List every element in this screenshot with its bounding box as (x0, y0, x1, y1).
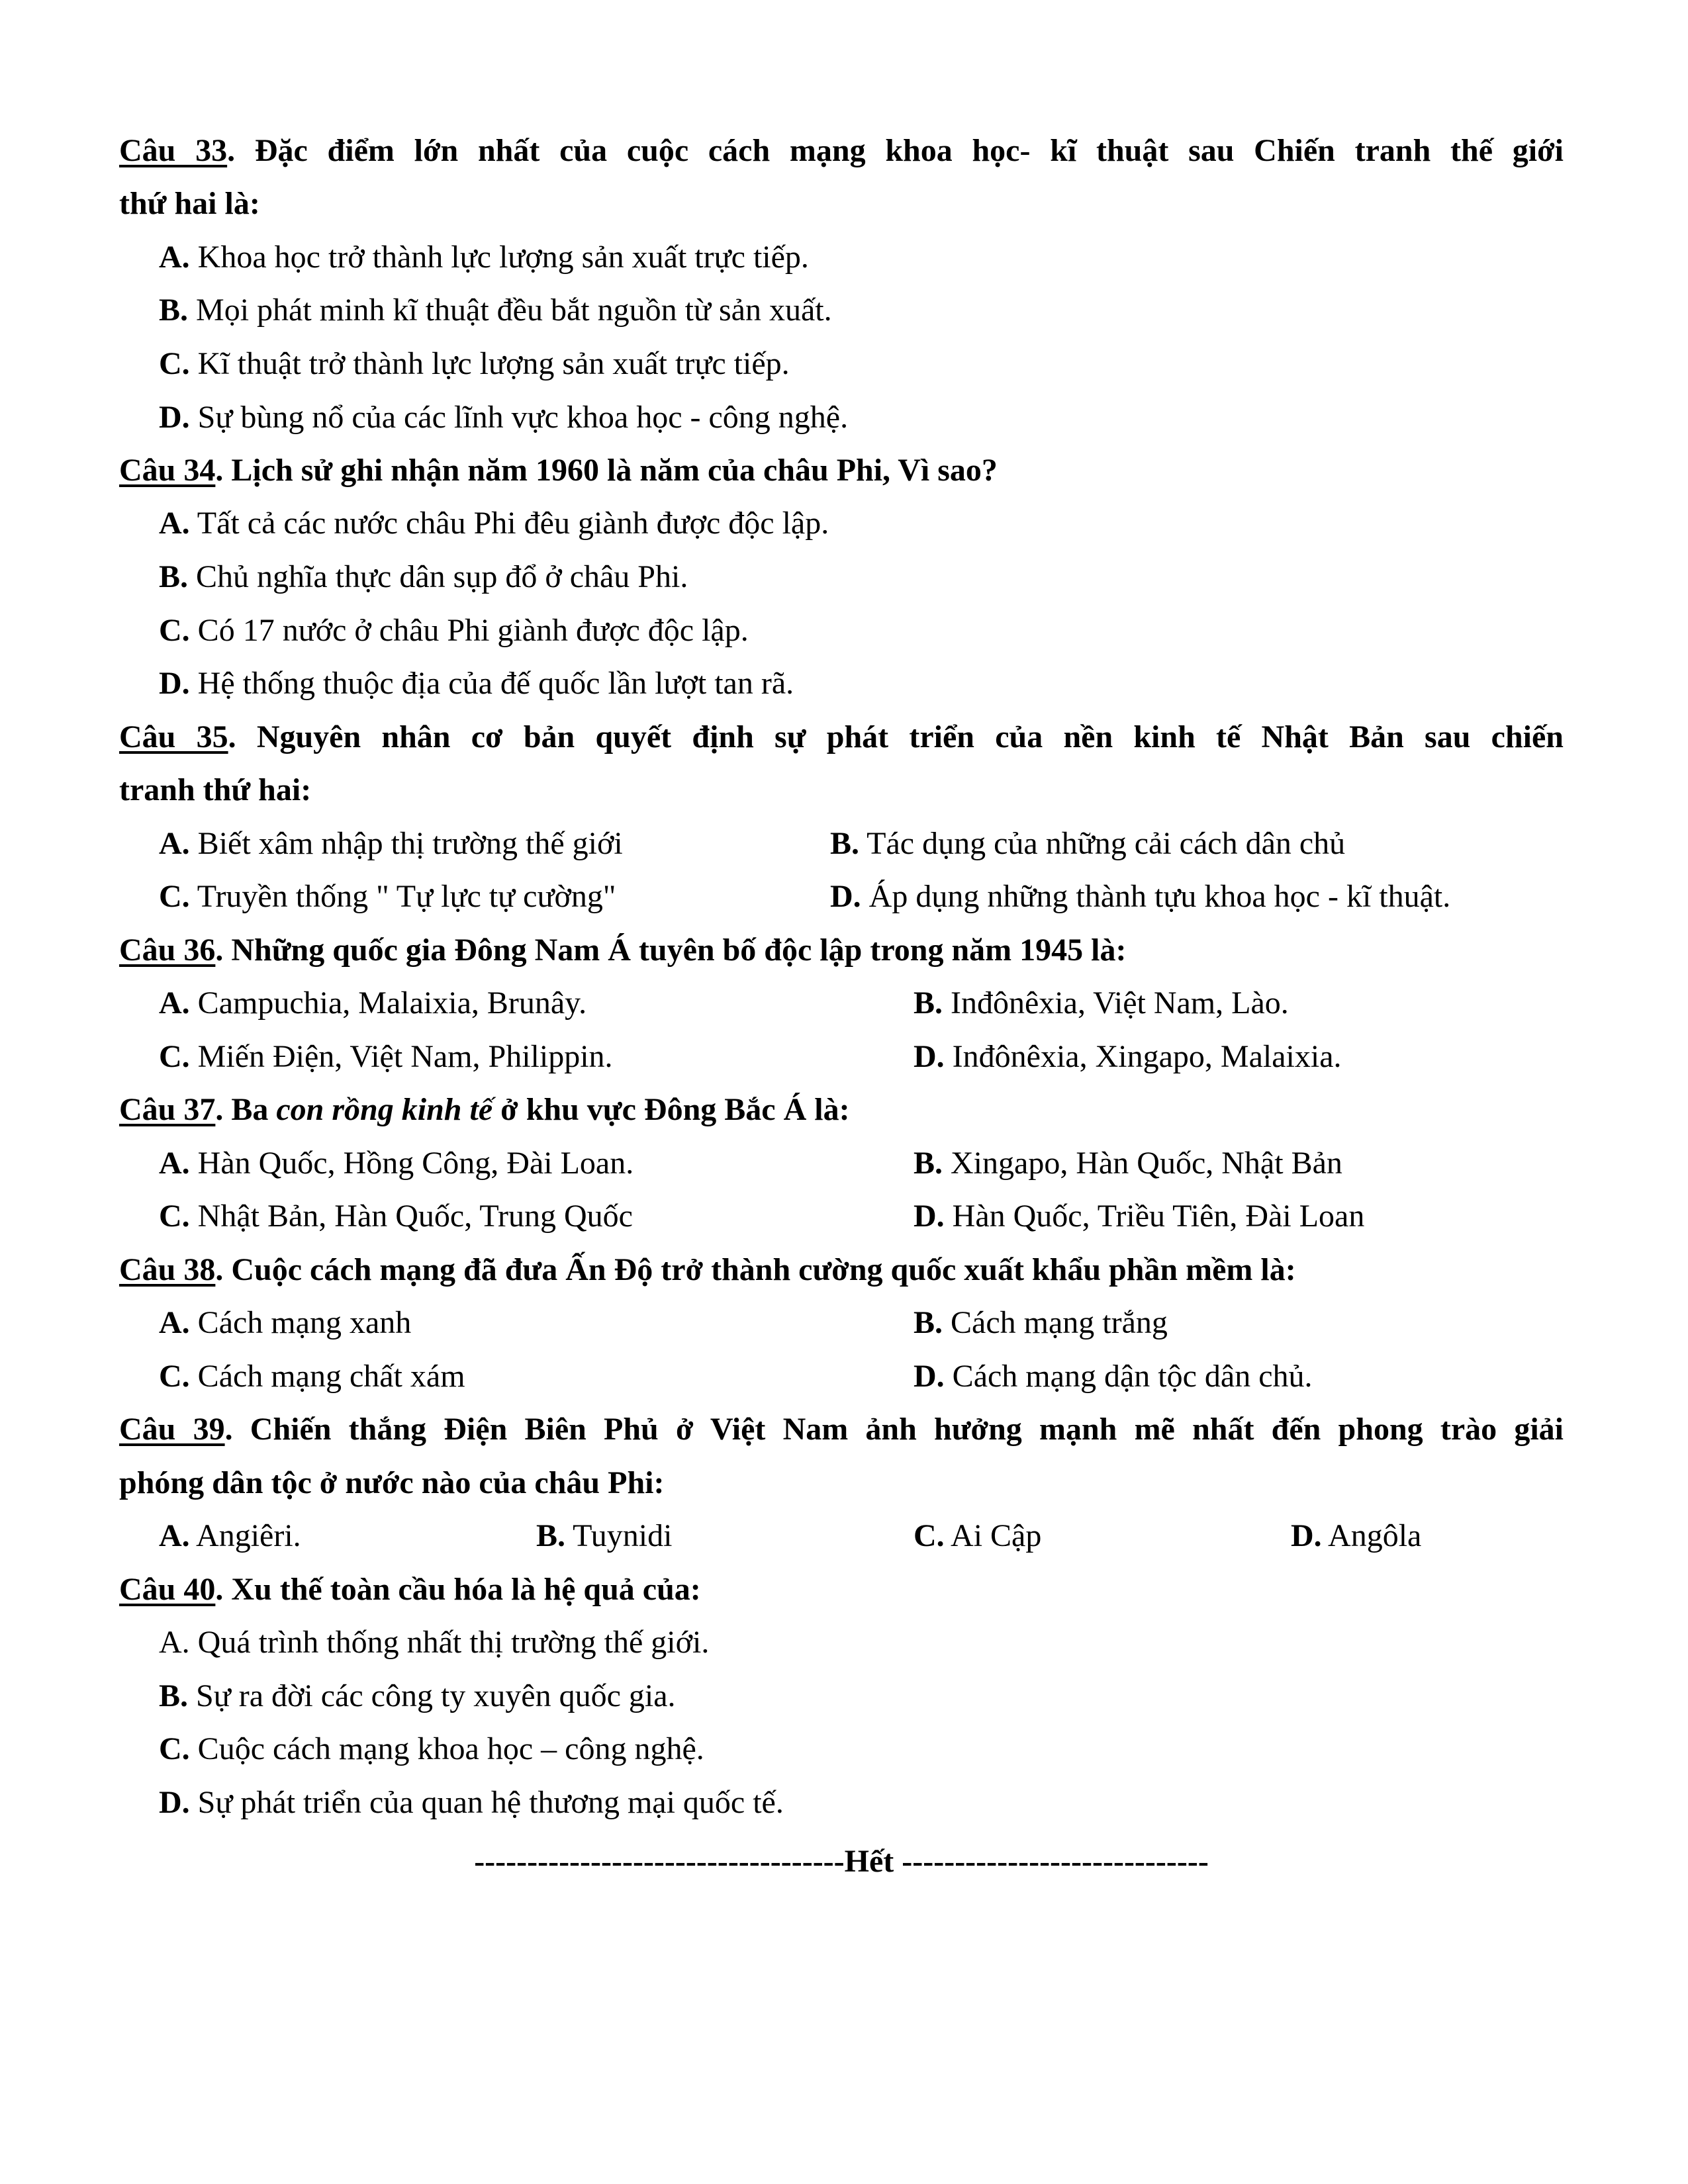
question-number: Câu 38 (119, 1252, 216, 1287)
option-c (159, 1727, 704, 1771)
option-text: Nhật Bản, Hàn Quốc, Trung Quốc (189, 1199, 633, 1234)
option-b (914, 1301, 1168, 1345)
option-a (159, 822, 623, 866)
option-text: Tất cả các nước châu Phi đêu giành được độc lập. (189, 506, 829, 541)
option-a (159, 1142, 633, 1185)
question-39-line-1 (119, 1408, 1564, 1451)
option-a (159, 502, 829, 545)
question-35-line-2: tranh thứ hai: (119, 772, 312, 807)
question-text: . Nguyên nhân cơ bản quyết định sự phát triển của nền kinh tế Nhật Bản sau chiến (228, 719, 1564, 754)
option-c (159, 1195, 633, 1238)
question-40-line-1 (119, 1568, 701, 1612)
question-text: . Lịch sử ghi nhận năm 1960 là năm của châu Phi, Vì sao? (215, 453, 998, 488)
option-d (159, 396, 848, 439)
question-34-line-1 (119, 449, 998, 492)
exam-page (119, 0, 1564, 2184)
option-label: C. (159, 1731, 190, 1766)
option-label: C. (159, 879, 190, 914)
question-36-line-1 (119, 929, 1126, 972)
option-text: Angôla (1321, 1518, 1422, 1553)
option-text: Chủ nghĩa thực dân sụp đổ ở châu Phi. (188, 559, 688, 594)
option-a (159, 1514, 301, 1558)
question-35-line-1 (119, 715, 1564, 759)
option-text: Cách mạng dận tộc dân chủ. (944, 1359, 1313, 1394)
option-text: Tuynidi (565, 1518, 673, 1553)
option-text: Áp dụng những thành tựu khoa học - kĩ thuật. (861, 879, 1451, 914)
option-text: Cách mạng chất xám (189, 1359, 465, 1394)
option-label: A. (159, 240, 190, 275)
question-37-line-1 (119, 1088, 850, 1132)
option-label: A. (159, 826, 190, 861)
option-label: B. (159, 1678, 189, 1713)
option-d (914, 1195, 1364, 1238)
option-d (914, 1035, 1342, 1079)
question-number: Câu 36 (119, 933, 216, 968)
end-of-exam-marker: -----------------------------------Hết ----------------------------- (474, 1844, 1209, 1879)
option-label: B. (159, 559, 189, 594)
question-number: Câu 40 (119, 1572, 216, 1607)
option-c (159, 875, 616, 919)
option-text: Truyền thống " Tự lực tự cường" (189, 879, 616, 914)
option-text: Kĩ thuật trở thành lực lượng sản xuất trực tiếp. (189, 346, 790, 381)
option-text: Mọi phát minh kĩ thuật đều bắt nguồn từ sản xuất. (188, 293, 832, 328)
option-text: Khoa học trở thành lực lượng sản xuất trực tiếp. (189, 240, 809, 275)
option-label: D. (159, 666, 190, 701)
option-text: Hàn Quốc, Hồng Công, Đài Loan. (189, 1146, 634, 1181)
option-label: D. (914, 1199, 945, 1234)
option-label: C. (159, 1039, 190, 1074)
option-label: A. (159, 1518, 190, 1553)
option-text: Sự ra đời các công ty xuyên quốc gia. (188, 1678, 676, 1713)
option-b (914, 981, 1289, 1025)
question-text: . Ba (215, 1092, 277, 1127)
option-label: C. (159, 346, 190, 381)
option-text: Ai Cập (944, 1518, 1042, 1553)
question-text: . Chiến thắng Điện Biên Phủ ở Việt Nam ảnh hưởng mạnh mẽ nhất đến phong trào giải (224, 1412, 1564, 1447)
option-c (159, 342, 790, 386)
option-text: Cách mạng trắng (943, 1305, 1168, 1340)
question-38-line-1 (119, 1248, 1296, 1292)
option-text: Tác dụng của những cải cách dân chủ (859, 826, 1346, 861)
option-text: Sự phát triển của quan hệ thương mại quốc tế. (189, 1785, 784, 1820)
option-text: Hàn Quốc, Triều Tiên, Đài Loan (944, 1199, 1365, 1234)
question-text: . Cuộc cách mạng đã đưa Ấn Độ trở thành cường quốc xuất khẩu phần mềm là: (215, 1252, 1296, 1287)
option-label: C. (914, 1518, 945, 1553)
option-a (159, 1301, 411, 1345)
option-label: B. (159, 293, 189, 328)
option-text: Miến Điện, Việt Nam, Philippin. (189, 1039, 613, 1074)
question-number: Câu 35 (119, 719, 228, 754)
option-label: C. (159, 1199, 190, 1234)
option-c (159, 1035, 613, 1079)
option-label: B. (914, 985, 943, 1021)
option-label: D. (914, 1039, 945, 1074)
option-label: B. (536, 1518, 566, 1553)
option-b (914, 1142, 1342, 1185)
option-c (159, 609, 749, 653)
option-b (830, 822, 1345, 866)
option-d (159, 662, 794, 705)
question-text: . Những quốc gia Đông Nam Á tuyên bố độc lập trong năm 1945 là: (215, 933, 1127, 968)
question-33-line-1 (119, 129, 1564, 173)
option-label: D. (914, 1359, 945, 1394)
option-label: A. (159, 985, 190, 1021)
option-text: Inđônêxia, Việt Nam, Lào. (943, 985, 1289, 1021)
option-b (159, 555, 688, 599)
option-a (159, 981, 586, 1025)
option-label: B. (914, 1305, 943, 1340)
option-d (914, 1355, 1313, 1398)
option-b (159, 289, 832, 332)
option-label: A. (159, 506, 190, 541)
question-39-line-2: phóng dân tộc ở nước nào của châu Phi: (119, 1465, 665, 1500)
option-label: D. (159, 400, 190, 435)
option-label: C. (159, 613, 190, 648)
option-c (159, 1355, 465, 1398)
option-c (914, 1514, 1041, 1558)
option-label: A. (159, 1305, 190, 1340)
option-b (536, 1514, 672, 1558)
question-number: Câu 39 (119, 1412, 225, 1447)
option-text: Hệ thống thuộc địa của đế quốc lần lượt tan rã. (189, 666, 794, 701)
option-text: Cách mạng xanh (189, 1305, 412, 1340)
question-number: Câu 37 (119, 1092, 216, 1127)
option-label: B. (830, 826, 860, 861)
option-a (159, 236, 809, 279)
question-text: . Xu thế toàn cầu hóa là hệ quả của: (215, 1572, 701, 1607)
option-text: Có 17 nước ở châu Phi giành được độc lập. (189, 613, 749, 648)
option-text: Sự bùng nổ của các lĩnh vực khoa học - công nghệ. (189, 400, 849, 435)
option-d (830, 875, 1450, 919)
question-number: Câu 34 (119, 453, 216, 488)
option-d (159, 1781, 784, 1825)
question-number: Câu 33 (119, 133, 228, 168)
option-text: Biết xâm nhập thị trường thế giới (189, 826, 623, 861)
option-label: D. (1291, 1518, 1322, 1553)
option-text: Inđônêxia, Xingapo, Malaixia. (944, 1039, 1342, 1074)
option-text: Campuchia, Malaixia, Brunây. (189, 985, 587, 1021)
option-d (1291, 1514, 1421, 1558)
option-text: Cuộc cách mạng khoa học – công nghệ. (189, 1731, 704, 1766)
option-a: A. Quá trình thống nhất thị trường thế giới. (159, 1625, 710, 1660)
option-label: A. (159, 1146, 190, 1181)
question-emphasis: con rồng kinh tế (276, 1092, 493, 1127)
option-label: D. (159, 1785, 190, 1820)
question-33-line-2: thứ hai là: (119, 186, 260, 221)
option-text: Xingapo, Hàn Quốc, Nhật Bản (943, 1146, 1342, 1181)
question-text: ở khu vực Đông Bắc Á là: (492, 1092, 850, 1127)
option-text: Angiêri. (189, 1518, 301, 1553)
option-label: C. (159, 1359, 190, 1394)
option-label: B. (914, 1146, 943, 1181)
option-label: D. (830, 879, 861, 914)
option-b (159, 1674, 676, 1718)
question-text: . Đặc điểm lớn nhất của cuộc cách mạng khoa học- kĩ thuật sau Chiến tranh thế giới (227, 133, 1564, 168)
